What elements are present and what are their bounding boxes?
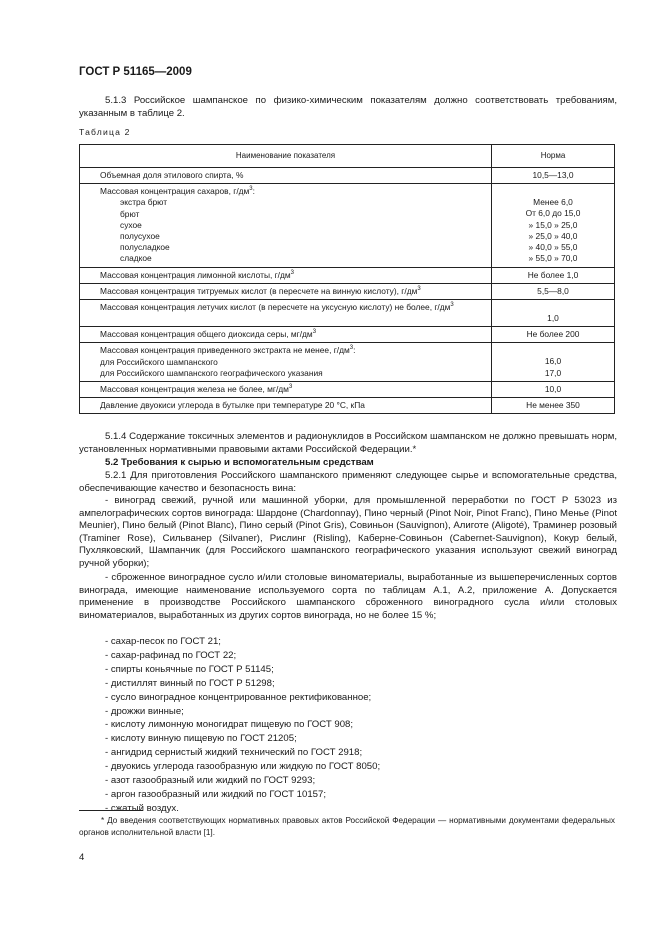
extract-target-list bbox=[100, 357, 487, 379]
list-item-grapes: - виноград свежий, ручной или машинной уборки, для промышленной переработки по ГОСТ Р 53023 из ампелографических сортов винограда: Шардоне (Chardonnay), Пино черный (Pinot Noir, Pinot Franc), Пино Менье (Pinot Meunier), Пино белый (Pinot Blanc), Пино серый (Pinot Gris), Совиньон (Sauvignon), Алиготе (Aligoté), Траминер розовый (Traminer Rose), Сильванер (Silvaner), Рислинг (Risling), Каберне-Совиньон (Cabernet-Sauvignon), Кокур белый, Пухляковский, Шампанчик (для Российского шампанского географического указания используют свежий виноград ручной уборки); bbox=[79, 495, 617, 569]
paragraph-5-1-4: 5.1.4 Содержание токсичных элементов и радионуклидов в Российском шампанском не должно превышать норм, установленных нормативными правовыми актами Российской Федерации.* bbox=[79, 431, 617, 455]
list-item: - дрожжи винные; bbox=[105, 705, 184, 717]
list-item: сладкое bbox=[120, 253, 152, 264]
superscript: 3 bbox=[249, 186, 253, 193]
row-norm: 10,5—13,0 bbox=[532, 170, 574, 180]
extract-norm-list bbox=[492, 343, 614, 380]
list-item: - сахар-песок по ГОСТ 21; bbox=[105, 636, 221, 647]
paragraph-5-2-1: 5.2.1 Для приготовления Российского шампанского применяют следующее сырье и вспомогательные средства, обеспечивающие качество и безопасность вина: bbox=[79, 470, 617, 494]
list-item: - кислоту винную пищевую по ГОСТ 21205; bbox=[105, 733, 297, 745]
table-row: Массовая концентрация общего диоксида серы, $мг/дм^3$ Не более 200 bbox=[80, 327, 615, 343]
row-name: Массовая концентрация титруемых кислот (в пересчете на винную кислоту), г/дм bbox=[100, 285, 418, 296]
table-row: Массовая концентрация летучих кислот (в пересчете на уксусную кислоту) не более, $г/дм^3$ 1,0 bbox=[80, 300, 615, 327]
list-item: - сжатый воздух. bbox=[105, 802, 179, 814]
page-number: 4 bbox=[79, 852, 85, 863]
list-item: полусладкое bbox=[120, 242, 170, 253]
row-name: Массовая концентрация приведенного экстракта не менее, г/дм bbox=[100, 345, 350, 356]
list-item: - сахар-рафинад по ГОСТ 22; bbox=[105, 649, 237, 661]
list-item: » 25,0 » 40,0 bbox=[528, 230, 578, 241]
list-item: - азот газообразный или жидкий по ГОСТ 9293; bbox=[105, 775, 316, 787]
column-header-norm: Норма bbox=[492, 145, 615, 168]
row-norm: 10,0 bbox=[544, 384, 562, 395]
list-item: сухое bbox=[120, 219, 142, 230]
list-item: 17,0 bbox=[544, 367, 562, 378]
row-norm: Не менее 350 bbox=[526, 400, 580, 411]
row-name: Объемная доля этилового спирта, % bbox=[100, 170, 244, 180]
row-norm: 1,0 bbox=[547, 313, 559, 324]
row-norm: Не более 1,0 bbox=[527, 269, 579, 280]
list-item: » 40,0 » 55,0 bbox=[528, 242, 578, 253]
table-row: Массовая концентрация титруемых кислот (в пересчете на винную кислоту), $г/дм^3$ 5,5—8,0 bbox=[80, 283, 615, 299]
list-item: 16,0 bbox=[544, 356, 562, 367]
list-item: - кислоту лимонную моногидрат пищевую по ГОСТ 908; bbox=[105, 719, 354, 731]
raw-material-list bbox=[79, 635, 617, 816]
list-item: полусухое bbox=[120, 231, 160, 242]
column-header-name: Наименование показателя bbox=[80, 145, 492, 168]
table-caption: Таблица 2 bbox=[79, 127, 131, 137]
table-row: Массовая концентрация лимонной кислоты, $г/дм^3$ Не более 1,0 bbox=[80, 267, 615, 283]
row-name: Массовая концентрация лимонной кислоты, г/дм bbox=[100, 269, 291, 280]
table-row: Массовая концентрация сахаров, $г/дм^3$: экстра брют брют сухое полусухое полусладкое сладкое Менее 6,0 От 6,0 до 15,0 » 15,0 » 25,0 » 25,0 » 40,0 » 40,0 » 55,0 » 55,0 » 70,0 bbox=[80, 184, 615, 267]
list-item: - сусло виноградное концентрированное ректификованное; bbox=[105, 691, 372, 703]
section-5-2-title: 5.2 Требования к сырью и вспомогательным средствам bbox=[105, 457, 374, 468]
list-item: » 15,0 » 25,0 bbox=[528, 219, 578, 230]
table-row: Массовая концентрация приведенного экстракта не менее, $г/дм^3$: для Российского шампанского для Российского шампанского географического указания 16,0 17,0 bbox=[80, 343, 615, 382]
list-item: - дистиллят винный по ГОСТ Р 51298; bbox=[105, 677, 275, 689]
row-name: Давление двуокиси углерода в бутылке при температуре 20 °С, кПа bbox=[100, 400, 365, 411]
footnote: * До введения соответствующих нормативных правовых актов Российской Федерации — нормативными документами федеральных органов исполнительной власти [1]. bbox=[79, 816, 615, 837]
table-row bbox=[80, 398, 615, 414]
row-name: Массовая концентрация общего диоксида серы, мг/дм bbox=[100, 329, 313, 340]
list-item: От 6,0 до 15,0 bbox=[525, 208, 581, 219]
sugar-norm-list bbox=[492, 184, 614, 266]
row-name: Массовая концентрация летучих кислот (в пересчете на уксусную кислоту) не более, г/дм bbox=[100, 302, 451, 313]
row-norm: Не более 200 bbox=[526, 329, 580, 340]
list-item: Менее 6,0 bbox=[533, 197, 573, 208]
table-row bbox=[80, 168, 615, 184]
document-header: ГОСТ Р 51165—2009 bbox=[79, 66, 192, 78]
table-row: Массовая концентрация железа не более, $мг/дм^3$ 10,0 bbox=[80, 382, 615, 398]
footnote-divider bbox=[79, 810, 143, 811]
sugar-type-list bbox=[100, 197, 487, 264]
list-item: для Российского шампанского bbox=[100, 356, 218, 367]
list-item: экстра брют bbox=[120, 197, 168, 208]
list-item: - двуокись углерода газообразную или жидкую по ГОСТ 8050; bbox=[105, 761, 381, 773]
list-item: - аргон газообразный или жидкий по ГОСТ 10157; bbox=[105, 788, 327, 800]
row-name: Массовая концентрация железа не более, мг/дм bbox=[100, 384, 289, 395]
row-norm: 5,5—8,0 bbox=[537, 285, 569, 296]
list-item: » 55,0 » 70,0 bbox=[528, 253, 578, 264]
list-item: для Российского шампанского географического указания bbox=[100, 367, 323, 378]
list-item: - ангидрид сернистый жидкий технический по ГОСТ 2918; bbox=[105, 747, 363, 759]
list-item-must: - сброженное виноградное сусло и/или столовые виноматериалы, выработанные из вышеперечисленных сортов винограда, имеющие наименование используемого сорта по таблицам А.1, А.2, приложение А. Допускается применение в производстве Российского шампанского сброженного виноградного сусла и/или столовых виноматериалов, выработанных из других сортов винограда, но не более 15 %; bbox=[79, 572, 617, 621]
row-name: Массовая концентрация сахаров, г/дм bbox=[100, 186, 250, 197]
list-item: брют bbox=[120, 208, 140, 219]
indicators-table bbox=[79, 144, 615, 414]
list-item: - спирты коньячные по ГОСТ Р 51145; bbox=[105, 663, 274, 675]
table-header-row bbox=[80, 145, 615, 168]
paragraph-5-1-3: 5.1.3 Российское шампанское по физико-химическим показателям должно соответствовать требованиям, указанным в таблице 2. bbox=[79, 95, 617, 119]
